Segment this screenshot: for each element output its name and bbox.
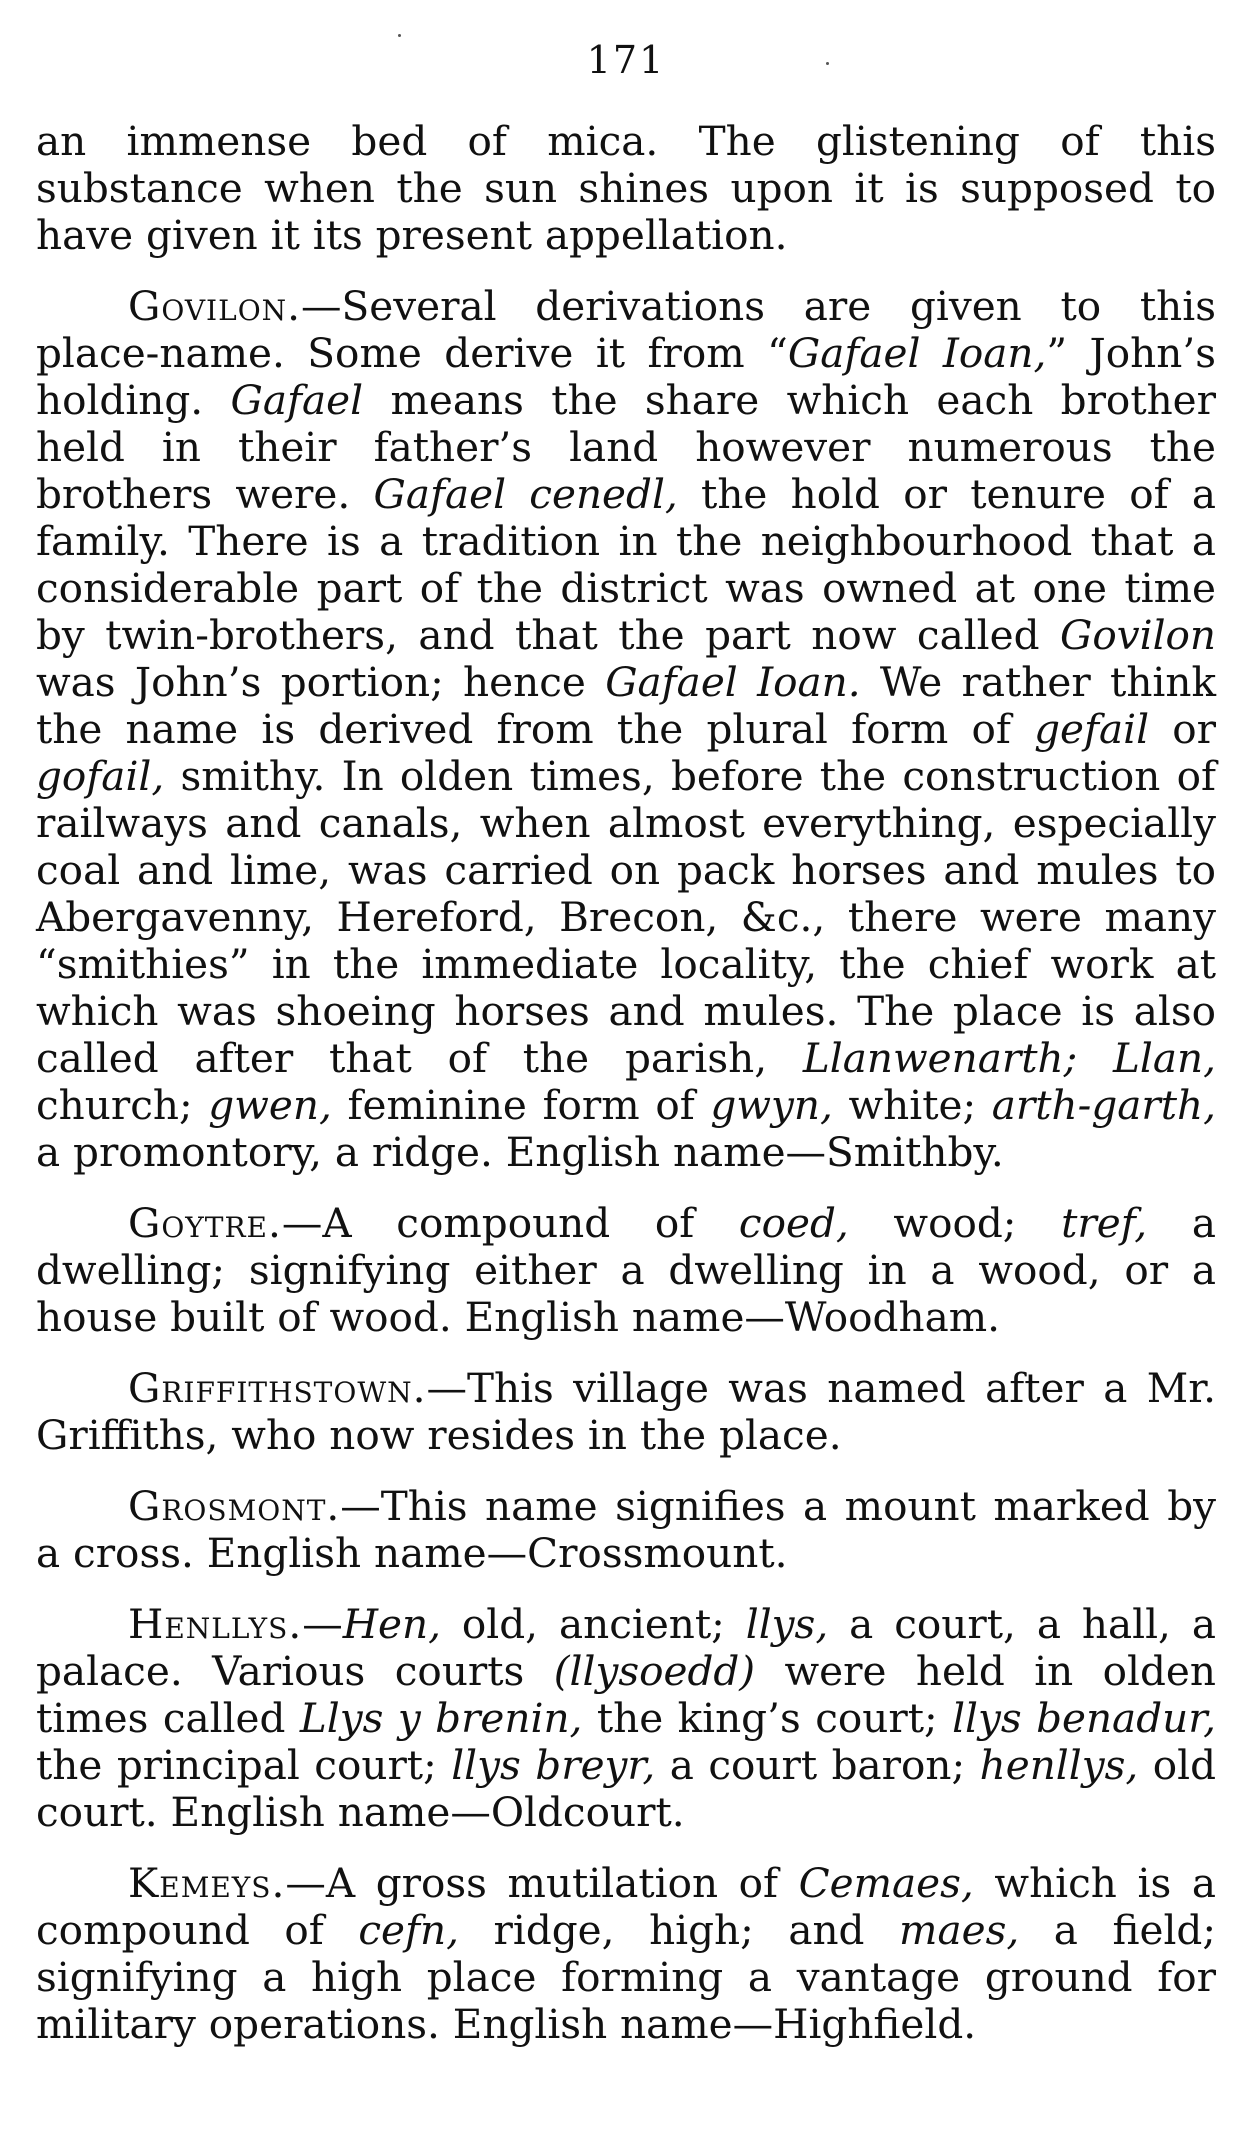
text-run: the principal court;: [36, 1741, 452, 1789]
text-run: —Several derivations are given to this place-name. Some derive it from “: [36, 282, 1216, 377]
text-run: —A compound of: [281, 1199, 739, 1247]
text-run: a field; signifying a high place forming a vantage ground for military operations. English name—Highfield.: [36, 1906, 1216, 2048]
text-run: ridge, high; and: [458, 1906, 900, 1954]
italic-term: Gafael Ioan.: [605, 658, 861, 706]
glossary-entry: [36, 1365, 1216, 1459]
italic-term: gefail: [1034, 705, 1150, 753]
italic-term: cefn,: [358, 1906, 459, 1954]
entry-headword: Govilon.: [128, 282, 302, 330]
italic-term: arth-garth,: [991, 1081, 1216, 1129]
text-run: smithy. In olden times, before the construction of railways and canals, when almost everything, especially coal and lime, was carried on pack horses and mules to Abergavenny, Hereford, Brecon, &c., there were many “smithies” in the immediate locality, the chief work at which was shoeing horses and mules. The place is also called after that of the parish,: [36, 752, 1216, 1082]
page-number: 171: [586, 38, 666, 82]
text-run: was John’s portion; hence: [36, 658, 606, 706]
text-run: —: [302, 1600, 343, 1648]
text-run: feminine form of: [331, 1081, 711, 1129]
entry-headword: Kemeys.: [128, 1859, 286, 1907]
italic-term: gwen,: [208, 1081, 332, 1129]
text-run: the king’s court;: [582, 1694, 953, 1742]
text-run: or: [1149, 705, 1217, 753]
text-run: —This name signifies a mount marked by a cross. English name—Crossmount.: [36, 1482, 1216, 1577]
text-run: church;: [36, 1081, 209, 1129]
text-run: a court, a hall, a palace. Various courts: [36, 1600, 1216, 1695]
page-body: [36, 118, 1216, 2072]
italic-term: llys breyr,: [451, 1741, 656, 1789]
italic-term: Llanwenarth; Llan,: [802, 1034, 1216, 1082]
italic-term: llys benadur,: [952, 1694, 1216, 1742]
text-run: white;: [832, 1081, 992, 1129]
text-run: —This village was named after a Mr. Griffiths, who now resides in the place.: [36, 1364, 1216, 1459]
text-run: —A gross mutilation of: [285, 1859, 799, 1907]
italic-term: Llys y brenin,: [299, 1694, 583, 1742]
italic-term: Gafael cenedl,: [373, 470, 678, 518]
text-run: a dwelling; signifying either a dwelling in a wood, or a house built of wood. English name—Woodham.: [36, 1199, 1216, 1341]
italic-term: henllys,: [979, 1741, 1139, 1789]
entry-headword: Grosmont.: [128, 1482, 341, 1530]
text-run: means the share which each brother held in their father’s land however numerous the brothers were.: [36, 376, 1217, 518]
glossary-entry: [36, 283, 1216, 1176]
italic-term: Govilon: [1060, 611, 1216, 659]
glossary-entry: [36, 1601, 1216, 1836]
text-run: wood;: [848, 1199, 1062, 1247]
continued-paragraph: [36, 118, 1216, 259]
italic-term: gofail,: [36, 752, 165, 800]
italic-term: tref,: [1061, 1199, 1148, 1247]
entry-headword: Griffithstown.: [128, 1364, 427, 1412]
italic-term: Gafael: [230, 376, 364, 424]
text-run: an immense bed of mica. The glistening of this substance when the sun shines upon it is supposed to have given it its present appellation.: [36, 117, 1216, 259]
print-speck: [826, 62, 829, 65]
italic-term: maes,: [899, 1906, 1020, 1954]
text-run: a promontory, a ridge. English name—Smithby.: [36, 1128, 1004, 1176]
text-run: a court baron;: [655, 1741, 980, 1789]
book-page: [36, 0, 1216, 2139]
italic-term: llys,: [745, 1600, 829, 1648]
glossary-entry: [36, 1860, 1216, 2048]
text-run: old, ancient;: [440, 1600, 746, 1648]
print-speck: [398, 34, 401, 37]
text-run: old court. English name—Oldcourt.: [36, 1741, 1217, 1836]
text-run: We rather think the name is derived from the plural form of: [36, 658, 1216, 753]
entry-headword: Goytre.: [128, 1199, 282, 1247]
text-run: which is a compound of: [36, 1859, 1216, 1954]
italic-term: gwyn,: [710, 1081, 833, 1129]
italic-term: Gafael Ioan,: [787, 329, 1047, 377]
italic-term: Hen,: [342, 1600, 441, 1648]
italic-term: (llysoedd): [553, 1647, 756, 1695]
text-run: ” John’s holding.: [36, 329, 1216, 424]
italic-term: coed,: [738, 1199, 849, 1247]
entry-headword: Henllys.: [128, 1600, 303, 1648]
text-run: the hold or tenure of a family. There is a tradition in the neighbourhood that a considerable part of the district was owned at one time by twin-brothers, and that the part now called: [36, 470, 1216, 659]
glossary-entry: [36, 1483, 1216, 1577]
italic-term: Cemaes,: [798, 1859, 974, 1907]
glossary-entry: [36, 1200, 1216, 1341]
text-run: were held in olden times called: [36, 1647, 1216, 1742]
